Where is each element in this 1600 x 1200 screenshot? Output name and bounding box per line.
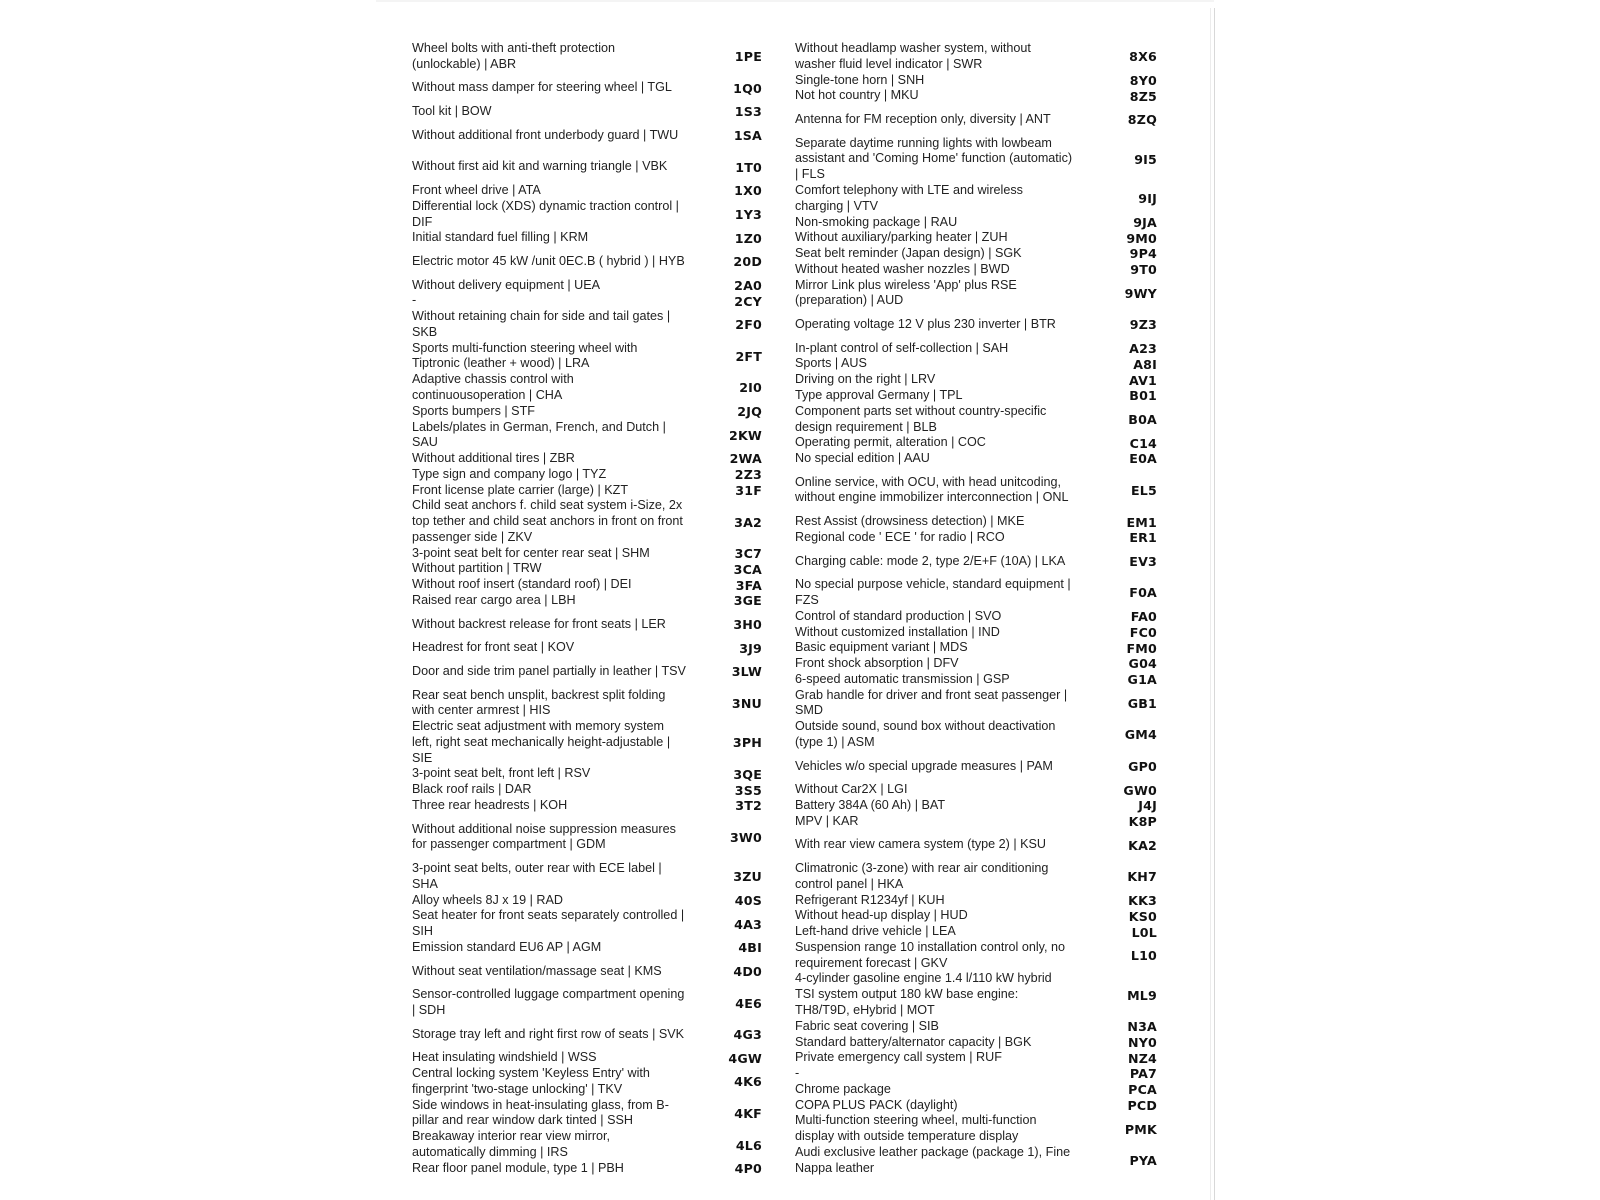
- equipment-code: 3LW: [731, 664, 762, 680]
- equipment-row: [795, 41, 1180, 73]
- equipment-code: 2CY: [734, 293, 762, 309]
- equipment-description: 3-point seat belts, outer rear with ECE label | SHA: [412, 861, 662, 891]
- equipment-row: [795, 1035, 1180, 1051]
- equipment-description: Type sign and company logo | TYZ: [412, 466, 607, 481]
- equipment-row: [412, 956, 802, 988]
- equipment-description: Wheel bolts with anti-theft protection (unlockable) | ABR: [412, 41, 616, 71]
- equipment-row: [795, 530, 1180, 546]
- equipment-row: [795, 814, 1180, 830]
- equipment-description: Without seat ventilation/massage seat | KMS: [412, 963, 662, 978]
- equipment-code: KA2: [1128, 837, 1157, 853]
- equipment-description: Left-hand drive vehicle | LEA: [795, 924, 956, 939]
- equipment-description: Sports bumpers | STF: [412, 403, 535, 418]
- equipment-code: 8Z5: [1129, 88, 1157, 104]
- equipment-code: 3A2: [734, 514, 762, 530]
- equipment-code: AV1: [1128, 372, 1157, 388]
- equipment-code: B0A: [1128, 411, 1157, 427]
- page-top-edge: [376, 0, 1214, 2]
- equipment-row: [412, 908, 802, 940]
- equipment-code: GB1: [1127, 695, 1157, 711]
- equipment-code: EM1: [1126, 514, 1157, 530]
- equipment-description: Mirror Link plus wireless 'App' plus RSE (preparation) | AUD: [795, 277, 1017, 308]
- equipment-description: Electric seat adjustment with memory system left, right seat mechanically height-adjustable | SIE: [412, 719, 671, 765]
- equipment-row: [412, 782, 802, 798]
- equipment-description: 3-point seat belt for center rear seat | SHM: [412, 545, 650, 560]
- equipment-row: [412, 246, 802, 278]
- equipment-row: [795, 688, 1180, 720]
- equipment-description: Online service, with OCU, with head unitcoding, without engine immobilizer interconnection | ONL: [795, 474, 1069, 505]
- equipment-description: Separate daytime running lights with lowbeam assistant and 'Coming Home' function (automatic) | FLS: [795, 135, 1073, 182]
- equipment-row: [412, 151, 802, 183]
- equipment-row: [412, 498, 802, 545]
- equipment-description: Private emergency call system | RUF: [795, 1050, 1002, 1065]
- equipment-code: PA7: [1129, 1066, 1157, 1082]
- equipment-description: COPA PLUS PACK (daylight): [795, 1097, 958, 1112]
- equipment-code: PCA: [1128, 1082, 1157, 1098]
- equipment-description: Driving on the right | LRV: [795, 372, 936, 387]
- equipment-description: Multi-function steering wheel, multi-function display with outside temperature display: [795, 1113, 1037, 1144]
- equipment-row: [412, 41, 802, 73]
- equipment-description: Without headlamp washer system, without washer fluid level indicator | SWR: [795, 41, 1031, 71]
- equipment-code: PYA: [1129, 1153, 1157, 1169]
- equipment-description: Without customized installation | IND: [795, 624, 1000, 639]
- equipment-code: PMK: [1124, 1121, 1157, 1137]
- equipment-code: 9Z3: [1129, 317, 1157, 333]
- equipment-row: [412, 546, 802, 562]
- equipment-code: 3PH: [732, 735, 762, 751]
- equipment-description: Headrest for front seat | KOV: [412, 640, 575, 655]
- equipment-row: [412, 640, 802, 656]
- equipment-description: Adaptive chassis control with continuousoperation | CHA: [412, 372, 574, 402]
- equipment-row: [795, 1082, 1180, 1098]
- equipment-row: [412, 420, 802, 452]
- equipment-row: [795, 73, 1180, 89]
- equipment-code: 3QE: [733, 766, 762, 782]
- equipment-description: Side windows in heat-insulating glass, from B-pillar and rear window dark tinted | SSH: [412, 1097, 669, 1128]
- equipment-description: Initial standard fuel filling | KRM: [412, 230, 589, 245]
- equipment-description: Sports | AUS: [795, 356, 867, 371]
- equipment-code: 9IJ: [1138, 191, 1157, 207]
- equipment-row: [795, 309, 1180, 341]
- equipment-code: 2F0: [735, 317, 762, 333]
- equipment-description: Basic equipment variant | MDS: [795, 640, 968, 655]
- equipment-row: [412, 483, 802, 499]
- equipment-code: 31F: [735, 482, 762, 498]
- equipment-description: Front wheel drive | ATA: [412, 182, 541, 197]
- equipment-code: 4E6: [735, 995, 762, 1011]
- equipment-description: Storage tray left and right first row of seats | SVK: [412, 1026, 685, 1041]
- equipment-description: Without additional front underbody guard | TWU: [412, 127, 679, 142]
- equipment-description: Sports multi-function steering wheel with Tiptronic (leather + wood) | LRA: [412, 340, 638, 371]
- equipment-description: Seat belt reminder (Japan design) | SGK: [795, 246, 1022, 261]
- equipment-row: [795, 451, 1180, 467]
- equipment-code: EL5: [1131, 482, 1157, 498]
- equipment-code: 2WA: [729, 451, 762, 467]
- equipment-description: Non-smoking package | RAU: [795, 214, 958, 229]
- equipment-row: [412, 593, 802, 609]
- equipment-description: Not hot country | MKU: [795, 88, 919, 103]
- equipment-code: ML9: [1127, 987, 1157, 1003]
- equipment-description: Type approval Germany | TPL: [795, 387, 963, 402]
- equipment-code: 3ZU: [733, 869, 762, 885]
- equipment-description: Sensor-controlled luggage compartment opening | SDH: [412, 987, 685, 1018]
- equipment-row: [412, 814, 802, 861]
- equipment-row: [412, 766, 802, 782]
- equipment-row: [795, 278, 1180, 310]
- equipment-row: [412, 230, 802, 246]
- equipment-code: 3H0: [733, 617, 762, 633]
- equipment-description: Standard battery/alternator capacity | BGK: [795, 1034, 1032, 1049]
- equipment-row: [412, 656, 802, 688]
- equipment-row: [795, 1113, 1180, 1145]
- equipment-description: Regional code ' ECE ' for radio | RCO: [795, 529, 1005, 544]
- equipment-code: 3C7: [734, 546, 762, 562]
- equipment-code: G04: [1128, 656, 1157, 672]
- equipment-row: [412, 1129, 802, 1161]
- equipment-code: GP0: [1128, 758, 1157, 774]
- equipment-description: Suspension range 10 installation control only, no requirement forecast | GKV: [795, 939, 1066, 970]
- equipment-description: No special edition | AAU: [795, 451, 930, 466]
- equipment-row: [795, 215, 1180, 231]
- equipment-description: -: [795, 1066, 800, 1081]
- equipment-row: [795, 514, 1180, 530]
- equipment-description: Without Car2X | LGI: [795, 782, 908, 797]
- equipment-code: 4D0: [733, 964, 762, 979]
- equipment-row: [795, 246, 1180, 262]
- equipment-description: Without auxiliary/parking heater | ZUH: [795, 230, 1008, 245]
- equipment-row: [795, 861, 1180, 893]
- equipment-code: 2KW: [728, 427, 762, 443]
- equipment-code: 3S5: [734, 782, 762, 798]
- equipment-description: Differential lock (XDS) dynamic traction control | DIF: [412, 198, 679, 229]
- equipment-code: 1Y3: [734, 206, 762, 222]
- equipment-code: 9M0: [1126, 230, 1157, 246]
- equipment-row: [795, 136, 1180, 183]
- equipment-row: [795, 435, 1180, 451]
- equipment-row: [412, 73, 802, 105]
- equipment-row: [795, 924, 1180, 940]
- equipment-description: Grab handle for driver and front seat passenger | SMD: [795, 687, 1068, 718]
- equipment-code: A8I: [1133, 356, 1157, 372]
- equipment-code: NZ4: [1127, 1050, 1157, 1066]
- equipment-description: Raised rear cargo area | LBH: [412, 592, 576, 607]
- equipment-code: GW0: [1123, 782, 1157, 798]
- equipment-row: [795, 467, 1180, 514]
- equipment-row: [795, 183, 1180, 215]
- equipment-description: Operating voltage 12 V plus 230 inverter | BTR: [795, 316, 1056, 331]
- equipment-row: [412, 688, 802, 720]
- equipment-description: Without head-up display | HUD: [795, 908, 968, 923]
- equipment-code: 2FT: [735, 348, 762, 364]
- equipment-code: 4A3: [734, 916, 762, 932]
- equipment-description: Without mass damper for steering wheel | TGL: [412, 80, 672, 95]
- equipment-code: 3FA: [735, 577, 762, 593]
- equipment-code: L10: [1130, 948, 1157, 964]
- equipment-row: [795, 625, 1180, 641]
- equipment-description: Component parts set without country-specific design requirement | BLB: [795, 403, 1047, 434]
- equipment-code: GM4: [1124, 727, 1157, 743]
- equipment-row: [412, 1066, 802, 1098]
- equipment-row: [412, 561, 802, 577]
- equipment-description: MPV | KAR: [795, 813, 859, 828]
- equipment-row: [412, 577, 802, 593]
- equipment-list-left: [412, 41, 802, 1177]
- equipment-code: PCD: [1127, 1097, 1157, 1113]
- equipment-code: 4KF: [734, 1105, 762, 1121]
- equipment-description: Refrigerant R1234yf | KUH: [795, 892, 945, 907]
- equipment-code: 3NU: [731, 695, 762, 711]
- equipment-description: Climatronic (3-zone) with rear air conditioning control panel | HKA: [795, 861, 1049, 891]
- equipment-description: Operating permit, alteration | COC: [795, 435, 986, 450]
- equipment-description: Central locking system 'Keyless Entry' with fingerprint 'two-stage unlocking' | TKV: [412, 1066, 650, 1096]
- equipment-row: [412, 893, 802, 909]
- equipment-description: 4-cylinder gasoline engine 1.4 l/110 kW hybrid TSI system output 180 kW base engine: TH8/T9D, eHybrid | MOT: [795, 971, 1052, 1018]
- equipment-description: Emission standard EU6 AP | AGM: [412, 939, 602, 954]
- equipment-row: [412, 451, 802, 467]
- equipment-row: [795, 1066, 1180, 1082]
- equipment-code: FC0: [1129, 624, 1157, 640]
- equipment-code: ER1: [1129, 530, 1157, 546]
- equipment-code: 1PE: [734, 49, 762, 65]
- equipment-code: 8ZQ: [1127, 112, 1157, 128]
- equipment-code: K8P: [1128, 814, 1157, 830]
- equipment-code: E0A: [1129, 451, 1157, 467]
- equipment-description: Chrome package: [795, 1081, 891, 1096]
- equipment-description: Outside sound, sound box without deactivation (type 1) | ASM: [795, 719, 1056, 749]
- equipment-code: 9JA: [1133, 214, 1157, 230]
- equipment-description: Without retaining chain for side and tail gates | SKB: [412, 309, 671, 339]
- equipment-row: [795, 609, 1180, 625]
- equipment-description: Vehicles w/o special upgrade measures | PAM: [795, 758, 1053, 773]
- equipment-code: FA0: [1130, 609, 1157, 625]
- equipment-description: Without additional noise suppression measures for passenger compartment | GDM: [412, 821, 676, 852]
- equipment-row: [795, 656, 1180, 672]
- equipment-row: [795, 1145, 1180, 1177]
- equipment-row: [412, 199, 802, 231]
- equipment-row: [412, 798, 802, 814]
- equipment-description: Rest Assist (drowsiness detection) | MKE: [795, 514, 1025, 529]
- equipment-code: 1X0: [734, 183, 762, 199]
- equipment-row: [795, 88, 1180, 104]
- equipment-description: Heat insulating windshield | WSS: [412, 1050, 597, 1065]
- equipment-row: [795, 672, 1180, 688]
- equipment-description: -: [412, 293, 417, 308]
- equipment-code: 4G3: [733, 1027, 762, 1043]
- equipment-row: [412, 341, 802, 373]
- equipment-code: 2A0: [734, 277, 762, 293]
- equipment-row: [795, 908, 1180, 924]
- equipment-description: Front shock absorption | DFV: [795, 656, 959, 671]
- equipment-code: 1T0: [735, 159, 762, 175]
- equipment-code: F0A: [1129, 585, 1157, 601]
- equipment-code: C14: [1129, 435, 1157, 451]
- equipment-code: KK3: [1128, 892, 1157, 908]
- equipment-description: Antenna for FM reception only, diversity | ANT: [795, 111, 1051, 126]
- equipment-code: 4P0: [734, 1161, 762, 1177]
- equipment-code: 1SA: [733, 128, 762, 144]
- equipment-description: Without backrest release for front seats | LER: [412, 616, 666, 631]
- equipment-row: [412, 120, 802, 152]
- equipment-description: No special purpose vehicle, standard equipment | FZS: [795, 577, 1071, 607]
- equipment-row: [412, 1098, 802, 1130]
- equipment-row: [795, 971, 1180, 1018]
- equipment-description: Without delivery equipment | UEA: [412, 277, 601, 292]
- equipment-code: KH7: [1127, 869, 1157, 885]
- equipment-row: [795, 356, 1180, 372]
- equipment-row: [795, 341, 1180, 357]
- equipment-row: [412, 861, 802, 893]
- equipment-description: Black roof rails | DAR: [412, 782, 532, 797]
- equipment-code: 8Y0: [1129, 72, 1157, 88]
- equipment-description: Front license plate carrier (large) | KZT: [412, 482, 629, 497]
- equipment-code: 40S: [734, 893, 762, 909]
- equipment-code: B01: [1129, 388, 1157, 404]
- equipment-description: Without partition | TRW: [412, 561, 542, 576]
- equipment-row: [795, 1050, 1180, 1066]
- page-right-edge: [1214, 8, 1215, 1200]
- equipment-row: [412, 1161, 802, 1177]
- equipment-row: [412, 372, 802, 404]
- equipment-row: [795, 782, 1180, 798]
- equipment-description: Fabric seat covering | SIB: [795, 1018, 939, 1033]
- equipment-row: [795, 719, 1180, 751]
- equipment-row: [412, 404, 802, 420]
- equipment-code: 3T2: [735, 798, 762, 814]
- equipment-description: Alloy wheels 8J x 19 | RAD: [412, 892, 563, 907]
- equipment-row: [795, 546, 1180, 578]
- equipment-code: N3A: [1127, 1019, 1157, 1035]
- equipment-row: [795, 830, 1180, 862]
- equipment-description: Electric motor 45 kW /unit 0EC.B ( hybrid ) | HYB: [412, 253, 685, 268]
- equipment-row: [412, 719, 802, 766]
- equipment-code: J4J: [1138, 798, 1157, 814]
- equipment-code: EV3: [1129, 553, 1157, 569]
- equipment-code: KS0: [1128, 908, 1157, 924]
- equipment-row: [412, 987, 802, 1019]
- equipment-row: [412, 183, 802, 199]
- equipment-code: 2I0: [739, 380, 762, 396]
- equipment-code: NY0: [1127, 1034, 1157, 1050]
- equipment-code: 1Z0: [734, 230, 762, 246]
- equipment-row: [412, 940, 802, 956]
- equipment-description: Without additional tires | ZBR: [412, 451, 575, 466]
- equipment-description: Labels/plates in German, French, and Dutch | SAU: [412, 419, 666, 450]
- equipment-code: 1S3: [734, 104, 762, 120]
- equipment-row: [795, 404, 1180, 436]
- equipment-description: Without heated washer nozzles | BWD: [795, 261, 1010, 276]
- equipment-row: [795, 751, 1180, 783]
- equipment-description: Battery 384A (60 Ah) | BAT: [795, 797, 946, 812]
- equipment-row: [795, 1098, 1180, 1114]
- equipment-code: A23: [1129, 341, 1157, 357]
- equipment-code: 4K6: [734, 1074, 762, 1090]
- equipment-description: 3-point seat belt, front left | RSV: [412, 766, 591, 781]
- equipment-row: [795, 940, 1180, 972]
- equipment-row: [412, 467, 802, 483]
- equipment-code: 9WY: [1124, 285, 1157, 301]
- equipment-row: [795, 1019, 1180, 1035]
- equipment-row: [795, 640, 1180, 656]
- equipment-code: 3J9: [739, 640, 762, 656]
- equipment-row: [795, 577, 1180, 609]
- equipment-code: 9I5: [1134, 151, 1157, 167]
- equipment-row: [412, 104, 802, 120]
- equipment-description: In-plant control of self-collection | SAH: [795, 340, 1009, 355]
- equipment-code: 4L6: [735, 1137, 762, 1153]
- equipment-code: 3GE: [733, 593, 762, 609]
- equipment-row: [412, 309, 802, 341]
- equipment-row: [412, 278, 802, 294]
- equipment-code: 2JQ: [737, 404, 762, 420]
- equipment-code: 3CA: [733, 561, 762, 577]
- equipment-code: 1Q0: [733, 80, 762, 96]
- equipment-row: [795, 262, 1180, 278]
- equipment-description: Breakaway interior rear view mirror, automatically dimming | IRS: [412, 1129, 611, 1160]
- equipment-code: L0L: [1131, 924, 1157, 940]
- equipment-description: Child seat anchors f. child seat system i-Size, 2x top tether and child seat anchors in front on front passenger side | ZKV: [412, 498, 683, 544]
- equipment-code: 4GW: [728, 1050, 762, 1066]
- equipment-description: Rear seat bench unsplit, backrest split folding with center armrest | HIS: [412, 687, 666, 718]
- equipment-description: Door and side trim panel partially in leather | TSV: [412, 663, 686, 678]
- equipment-row: [795, 388, 1180, 404]
- equipment-description: With rear view camera system (type 2) | KSU: [795, 837, 1047, 852]
- equipment-description: 6-speed automatic transmission | GSP: [795, 671, 1010, 686]
- equipment-row: [795, 104, 1180, 136]
- equipment-code: 3W0: [729, 829, 762, 845]
- equipment-description: Comfort telephony with LTE and wireless charging | VTV: [795, 182, 1023, 213]
- equipment-row: [795, 372, 1180, 388]
- equipment-code: 20D: [733, 254, 762, 270]
- equipment-code: 2Z3: [734, 467, 762, 483]
- equipment-description: Without roof insert (standard roof) | DEI: [412, 577, 632, 592]
- equipment-description: Three rear headrests | KOH: [412, 798, 568, 813]
- equipment-description: Audi exclusive leather package (package 1), Fine Nappa leather: [795, 1144, 1071, 1175]
- equipment-row: [412, 293, 802, 309]
- equipment-code: 9P4: [1129, 246, 1157, 262]
- equipment-code: FM0: [1126, 640, 1157, 656]
- equipment-code: G1A: [1127, 672, 1157, 688]
- equipment-description: Rear floor panel module, type 1 | PBH: [412, 1160, 624, 1175]
- equipment-code: 8X6: [1129, 49, 1157, 65]
- equipment-row: [795, 893, 1180, 909]
- equipment-list-right: [795, 41, 1180, 1177]
- equipment-row: [412, 1050, 802, 1066]
- page-right-shadow: [1210, 8, 1211, 1200]
- equipment-description: Single-tone horn | SNH: [795, 72, 925, 87]
- equipment-description: Control of standard production | SVO: [795, 608, 1002, 623]
- equipment-row: [412, 609, 802, 641]
- equipment-description: Seat heater for front seats separately controlled | SIH: [412, 908, 685, 939]
- equipment-row: [795, 798, 1180, 814]
- equipment-row: [412, 1019, 802, 1051]
- equipment-description: Without first aid kit and warning triangle | VBK: [412, 159, 668, 174]
- equipment-code: 9T0: [1130, 262, 1157, 278]
- equipment-description: Tool kit | BOW: [412, 104, 492, 119]
- equipment-description: Charging cable: mode 2, type 2/E+F (10A) | LKA: [795, 553, 1066, 568]
- equipment-row: [795, 230, 1180, 246]
- equipment-code: 4BI: [738, 940, 762, 956]
